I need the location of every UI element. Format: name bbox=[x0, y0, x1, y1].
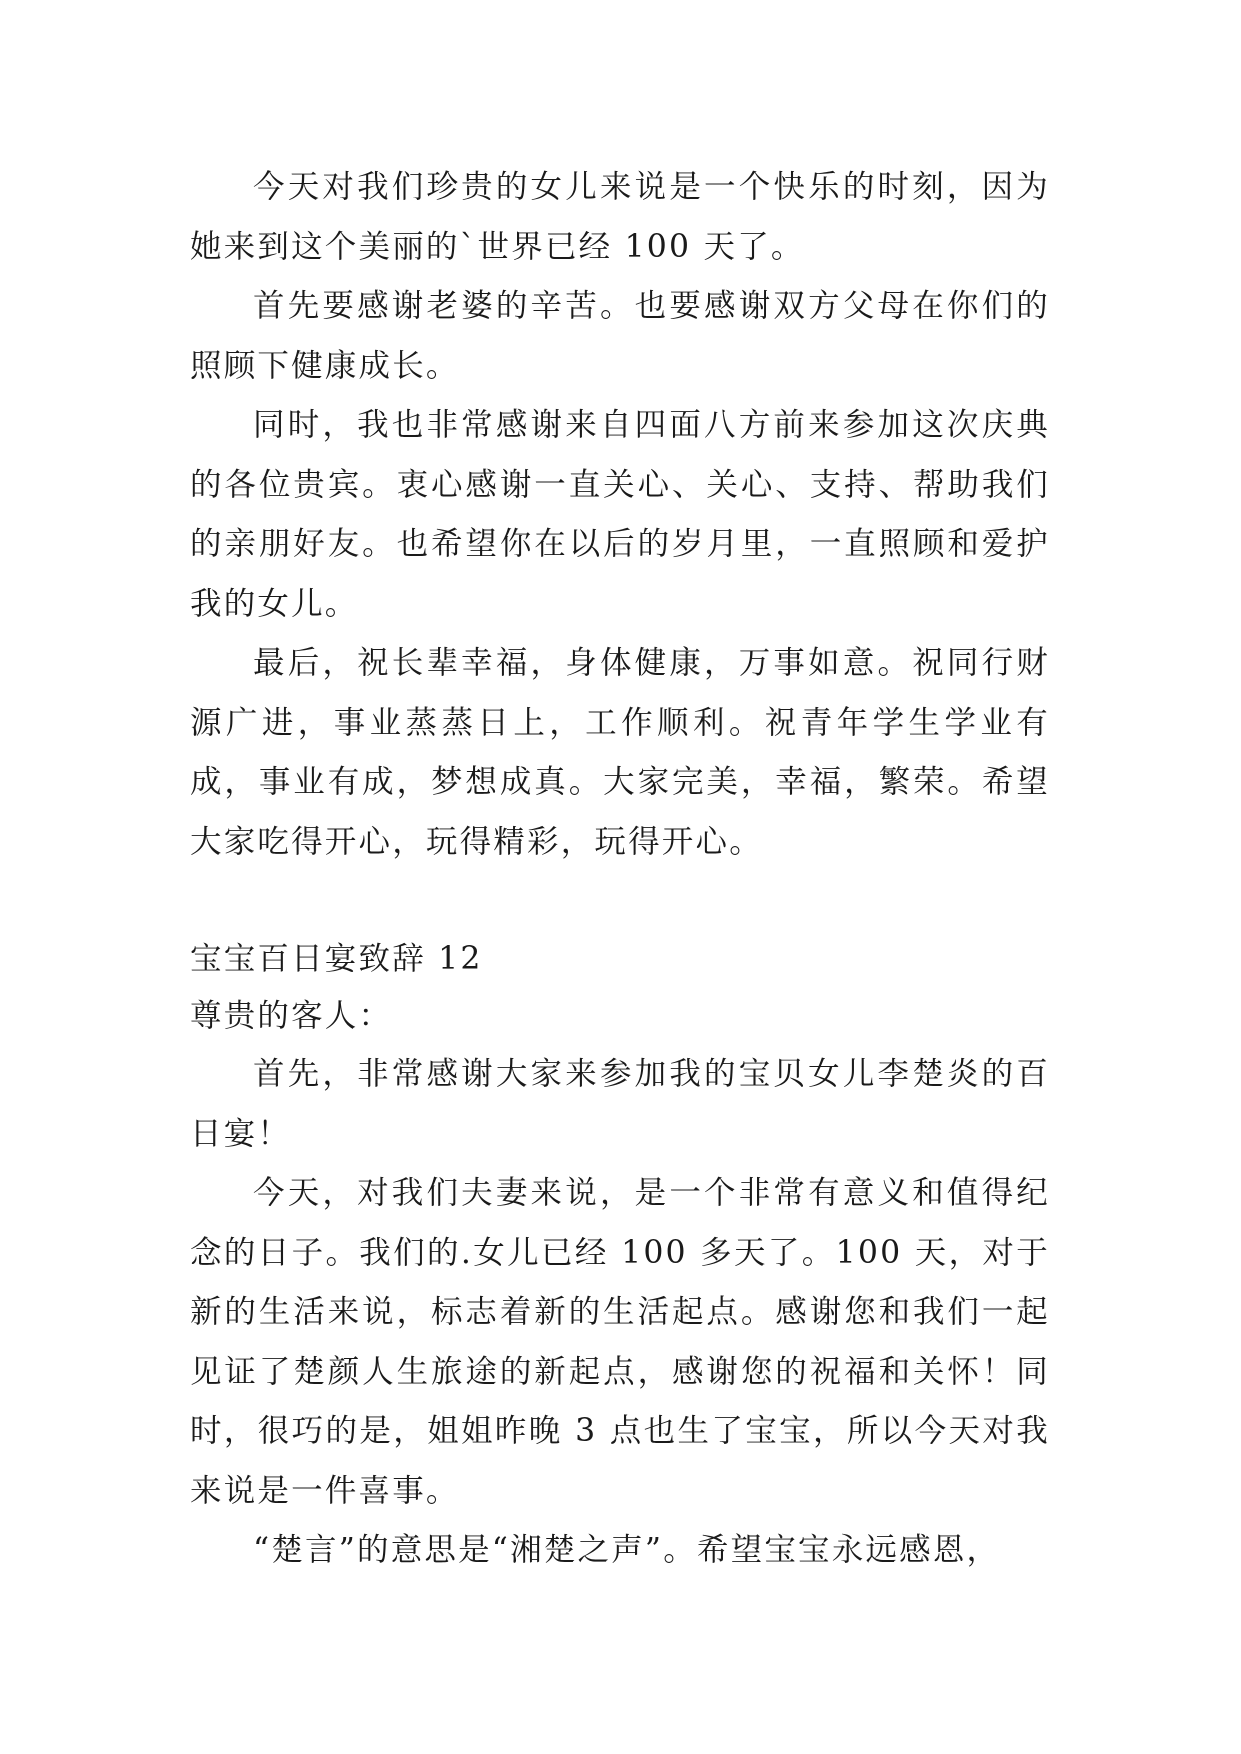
paragraph: 首先要感谢老婆的辛苦。也要感谢双方父母在你们的照顾下健康成长。 bbox=[190, 288, 1050, 384]
paragraph: 最后，祝长辈幸福，身体健康，万事如意。祝同行财源广进，事业蒸蒸日上，工作顺利。祝青年学生学业有成，事业有成，梦想成真。大家完美，幸福，繁荣。希望大家吃得开心，玩得精彩，玩得开心。 bbox=[190, 645, 1050, 860]
paragraph: 今天，对我们夫妻来说，是一个非常有意义和值得纪念的日子。我们的.女儿已经 100 多天了。100 天，对于新的生活来说，标志着新的生活起点。感谢您和我们一起见证了楚颜人生旅途的新起点，感谢您的祝福和关怀！同时，很巧的是，姐姐昨晚 3 点也生了宝宝，所以今天对我来说是一件喜事。 bbox=[190, 1175, 1050, 1509]
document-body bbox=[190, 158, 1050, 1581]
salutation: 尊贵的客人： bbox=[190, 998, 393, 1034]
section-title: 宝宝百日宴致辞 12 bbox=[190, 941, 483, 977]
paragraph: 今天对我们珍贵的女儿来说是一个快乐的时刻，因为她来到这个美丽的`世界已经 100 天了。 bbox=[190, 169, 1050, 265]
paragraph: 同时，我也非常感谢来自四面八方前来参加这次庆典的各位贵宾。衷心感谢一直关心、关心、支持、帮助我们的亲朋好友。也希望你在以后的岁月里，一直照顾和爱护我的女儿。 bbox=[190, 407, 1050, 622]
paragraph: “楚言”的意思是“湘楚之声”。希望宝宝永远感恩， bbox=[253, 1532, 1001, 1568]
paragraph: 首先，非常感谢大家来参加我的宝贝女儿李楚炎的百日宴！ bbox=[190, 1056, 1050, 1152]
